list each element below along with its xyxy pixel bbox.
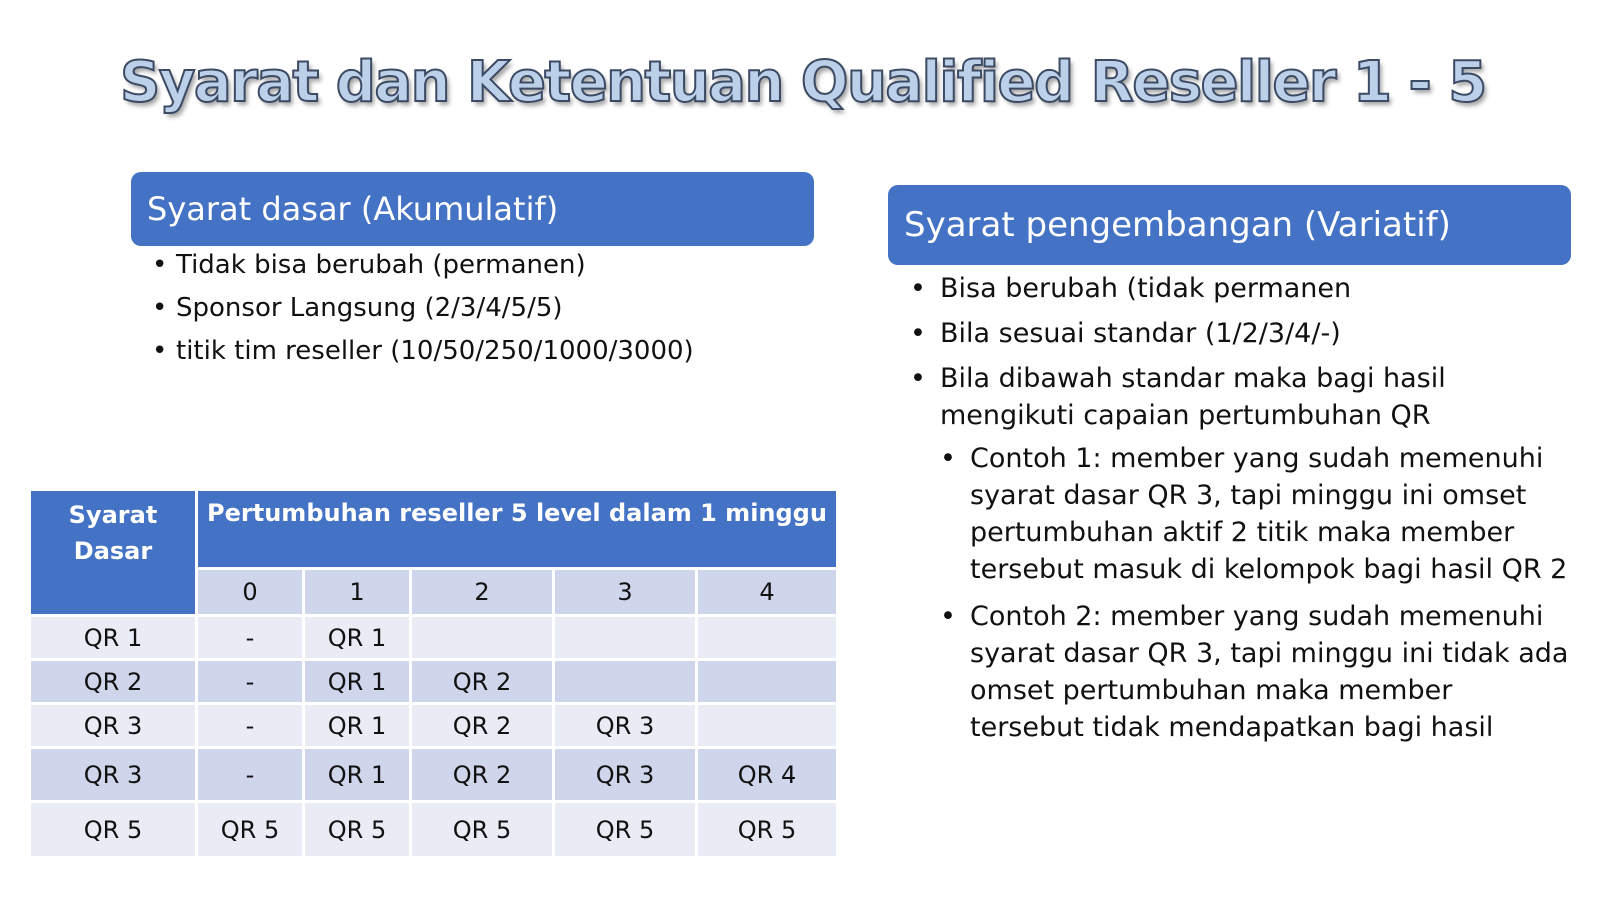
table-level-header: 2 xyxy=(411,569,554,616)
examples-list xyxy=(940,440,1570,746)
table-cell: QR 5 xyxy=(304,802,411,858)
table-cell: QR 1 xyxy=(304,704,411,748)
table-cell: QR 5 xyxy=(30,802,197,858)
bullet-icon: • xyxy=(910,318,926,349)
bullet-icon: • xyxy=(910,273,926,304)
table-cell xyxy=(697,616,838,660)
bullet-icon: • xyxy=(152,250,168,280)
sub-list-item-text: Contoh 1: member yang sudah memenuhi syarat dasar QR 3, tapi minggu ini omset pertumbuhan aktif 2 titik maka member tersebut masuk di kelompok bagi hasil QR 2 xyxy=(970,443,1568,585)
list-item xyxy=(910,360,1570,746)
table-cell: QR 3 xyxy=(554,748,697,802)
table-header-syarat-dasar xyxy=(30,490,197,616)
table-cell: - xyxy=(197,616,304,660)
table-cell: QR 5 xyxy=(197,802,304,858)
table-cell: QR 1 xyxy=(30,616,197,660)
development-requirements-header-label: Syarat pengembangan (Variatif) xyxy=(904,205,1451,245)
table-row xyxy=(30,660,838,704)
table-cell: QR 2 xyxy=(411,704,554,748)
list-item-text: Tidak bisa berubah (permanen) xyxy=(176,250,586,280)
basic-requirements-header xyxy=(131,172,814,246)
table-level-header: 4 xyxy=(697,569,838,616)
list-item-text: Bila sesuai standar (1/2/3/4/-) xyxy=(940,318,1341,349)
table-level-header: 0 xyxy=(197,569,304,616)
table-cell: QR 5 xyxy=(554,802,697,858)
bullet-icon: • xyxy=(940,443,956,474)
table-cell: QR 3 xyxy=(30,704,197,748)
table-cell: QR 3 xyxy=(30,748,197,802)
table-row xyxy=(30,802,838,858)
sub-list-item xyxy=(940,440,1570,588)
table-row xyxy=(30,748,838,802)
table-level-header: 3 xyxy=(554,569,697,616)
sub-list-item-text: Contoh 2: member yang sudah memenuhi syarat dasar QR 3, tapi minggu ini tidak ada omset pertumbuhan maka member tersebut tidak mendapatkan bagi hasil xyxy=(970,601,1569,743)
list-item xyxy=(152,334,792,368)
basic-requirements-header-label: Syarat dasar (Akumulatif) xyxy=(147,190,559,228)
table-cell: QR 4 xyxy=(697,748,838,802)
table-row xyxy=(30,616,838,660)
basic-requirements-list xyxy=(152,248,792,377)
table-cell xyxy=(554,660,697,704)
development-requirements-header xyxy=(888,185,1571,265)
table-header-growth: Pertumbuhan reseller 5 level dalam 1 minggu xyxy=(197,490,838,569)
bullet-icon: • xyxy=(910,363,926,394)
sub-list-item xyxy=(940,598,1570,746)
table-cell xyxy=(554,616,697,660)
table-cell: QR 5 xyxy=(697,802,838,858)
table-cell: - xyxy=(197,660,304,704)
list-item-text: Bisa berubah (tidak permanen xyxy=(940,273,1352,304)
bullet-icon: • xyxy=(152,293,168,323)
table-row xyxy=(30,704,838,748)
table-cell: QR 2 xyxy=(411,748,554,802)
development-requirements-list xyxy=(910,270,1570,756)
table-cell xyxy=(697,660,838,704)
table-cell xyxy=(411,616,554,660)
bullet-icon: • xyxy=(152,336,168,366)
bullet-icon: • xyxy=(940,601,956,632)
table-cell: QR 2 xyxy=(411,660,554,704)
table-cell xyxy=(697,704,838,748)
list-item-text: Bila dibawah standar maka bagi hasil mengikuti capaian pertumbuhan QR xyxy=(940,363,1446,431)
list-item xyxy=(910,315,1570,352)
list-item xyxy=(152,248,792,282)
list-item-text: Sponsor Langsung (2/3/4/5/5) xyxy=(176,293,563,323)
table-cell: QR 1 xyxy=(304,748,411,802)
list-item xyxy=(152,291,792,325)
qr-growth-table xyxy=(28,488,839,859)
list-item xyxy=(910,270,1570,307)
table-cell: QR 2 xyxy=(30,660,197,704)
table-cell: QR 1 xyxy=(304,616,411,660)
table-header-syarat-dasar-label: Syarat Dasar xyxy=(68,501,158,565)
table-cell: QR 1 xyxy=(304,660,411,704)
table-cell: - xyxy=(197,748,304,802)
page-title: Syarat dan Ketentuan Qualified Reseller 1 - 5 xyxy=(120,50,1486,115)
table-cell: - xyxy=(197,704,304,748)
table-level-header: 1 xyxy=(304,569,411,616)
list-item-text: titik tim reseller (10/50/250/1000/3000) xyxy=(176,336,694,366)
table-cell: QR 5 xyxy=(411,802,554,858)
table-cell: QR 3 xyxy=(554,704,697,748)
